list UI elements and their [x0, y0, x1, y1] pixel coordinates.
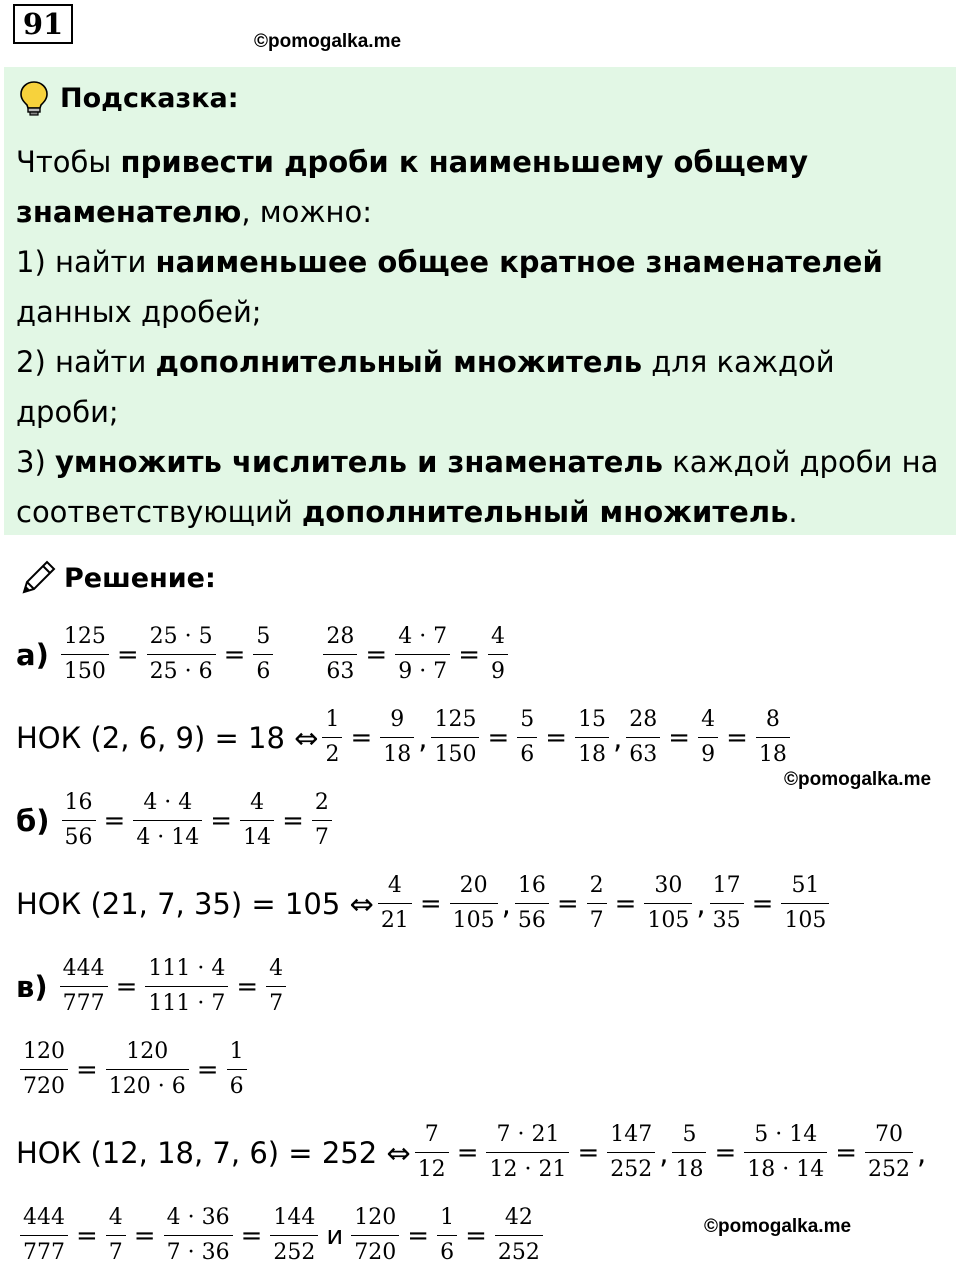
hint-title-text: Подсказка:: [60, 82, 239, 114]
solution-c-extend: $\frac{444}{777}$ = $\frac{4}{7}$ = $\frac{4 \cdot 36}{7 \cdot 36}$ = $\frac{144}{252}$ и $\frac{120}{720}$ = $\frac{1}{6}$ = $\frac{42}{252}$: [16, 1207, 547, 1264]
solution-c-lcm: НОК (12, 18, 7, 6) = 252 ⇔ $\frac{7}{12}$ = $\frac{7 \cdot 21}{12 \cdot 21}$ = $\frac{147}{252}$ , $\frac{5}{18}$ = $\frac{5 \cdot 14}{18 \cdot 14}$ = $\frac{70}{252}$ ,: [16, 1122, 927, 1182]
solution-b-lcm: НОК (21, 7, 35) = 105 ⇔ $\frac{4}{21}$ = $\frac{20}{105}$ , $\frac{16}{56}$ = $\frac{2}{7}$ = $\frac{30}{105}$ , $\frac{17}{35}$ = $\frac{51}{105}$: [16, 875, 833, 932]
watermark-top: ©pomogalka.me: [254, 31, 402, 52]
solution-a-reduce: а) $\frac{125}{150}$ = $\frac{25 \cdot 5}{25 \cdot 6}$ = $\frac{5}{6}$ $\frac{28}{63}$ = $\frac{4 \cdot 7}{9 \cdot 7}$ = $\frac{4}{9}$: [16, 626, 512, 683]
solution-a-lcm: НОК (2, 6, 9) = 18 ⇔ $\frac{1}{2}$ = $\frac{9}{18}$ , $\frac{125}{150}$ = $\frac{5}{6}$ = $\frac{15}{18}$ , $\frac{28}{63}$ = $\frac{4}{9}$ = $\frac{8}{18}$: [16, 709, 794, 766]
watermark-bottom: ©pomogalka.me: [704, 1216, 852, 1237]
watermark-middle: ©pomogalka.me: [784, 769, 932, 790]
problem-number: 91: [13, 4, 73, 44]
hint-box: [4, 67, 956, 535]
lightbulb-icon: [18, 80, 50, 116]
solution-c-reduce-2: $\frac{120}{720}$ = $\frac{120}{120 \cdot 6}$ = $\frac{1}{6}$: [16, 1041, 251, 1098]
solution-b-reduce: б) $\frac{16}{56}$ = $\frac{4 \cdot 4}{4 \cdot 14}$ = $\frac{4}{14}$ = $\frac{2}{7}$: [16, 792, 336, 849]
pencil-icon: [18, 558, 58, 598]
hint-body: Чтобы привести дроби к наименьшему общему знаменателю, можно: 1) найти наименьшее общее кратное знаменателей данных дробей; 2) найти дополнительный множитель для каждой дроби; 3) умножить числитель и знаменатель каждой дроби на соответствующий дополнительный множитель.: [16, 145, 939, 529]
solution-title: [18, 558, 216, 598]
solution-c-reduce-1: в) $\frac{444}{777}$ = $\frac{111 \cdot 4}{111 \cdot 7}$ = $\frac{4}{7}$: [16, 958, 290, 1015]
hint-title: [18, 80, 239, 116]
solution-title-text: Решение:: [64, 562, 216, 594]
